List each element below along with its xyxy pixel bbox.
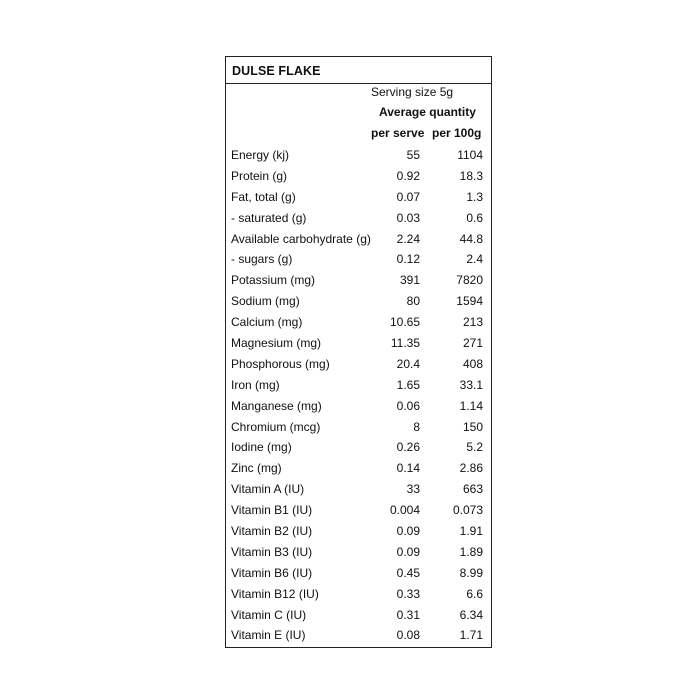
per-serve-value: 2.24 — [396, 231, 420, 246]
per-serve-value: 10.65 — [389, 315, 420, 330]
table-row — [226, 584, 491, 605]
per-serve-value: 0.004 — [389, 503, 420, 518]
per-serve-value: 0.06 — [396, 398, 420, 413]
table-row — [226, 291, 491, 312]
table-row — [226, 249, 491, 270]
table-row — [226, 563, 491, 584]
average-quantity-label: Average quantity — [379, 105, 476, 119]
table-row — [226, 521, 491, 542]
nutrient-name: Energy (kj) — [231, 148, 290, 162]
per-100g-value: 44.8 — [459, 231, 483, 246]
table-row — [226, 145, 491, 166]
nutrition-panel — [225, 56, 492, 648]
per-100g-value: 1104 — [457, 148, 483, 162]
nutrient-name: Vitamin B12 (IU) — [231, 586, 319, 601]
per-100g-value: 1.89 — [459, 544, 483, 559]
per-serve-value: 0.09 — [396, 544, 420, 559]
per-100g-value: 6.6 — [466, 586, 483, 601]
per-serve-value: 8 — [413, 419, 420, 434]
per-100g-value: 1.71 — [459, 628, 483, 643]
table-row — [226, 500, 491, 521]
nutrient-name: Vitamin B2 (IU) — [231, 524, 313, 539]
per-serve-value: 391 — [399, 273, 420, 288]
per-100g-value: 0.073 — [452, 503, 483, 518]
nutrient-name: Vitamin B1 (IU) — [231, 503, 313, 518]
per-serve-header: per serve — [371, 126, 425, 140]
per-serve-value: 0.14 — [396, 461, 420, 476]
nutrient-name: Fat, total (g) — [231, 189, 296, 204]
per-serve-value: 11.35 — [390, 336, 420, 351]
nutrient-name: Manganese (mg) — [231, 398, 322, 413]
per-100g-value: 150 — [462, 419, 483, 434]
table-row — [226, 479, 491, 500]
nutrient-name: Iron (mg) — [231, 377, 280, 392]
per-100g-value: 1.91 — [459, 524, 483, 539]
table-row — [226, 417, 491, 438]
nutrient-name: - sugars (g) — [231, 252, 293, 267]
per-serve-value: 55 — [406, 148, 420, 162]
per-serve-value: 0.31 — [396, 607, 420, 622]
per-100g-value: 1.3 — [466, 189, 483, 204]
per-100g-value: 1.14 — [459, 398, 483, 413]
per-100g-value: 2.86 — [459, 461, 483, 476]
per-serve-value: 0.07 — [396, 189, 420, 204]
nutrient-name: Chromium (mcg) — [231, 419, 321, 434]
table-row — [226, 354, 491, 375]
per-100g-value: 18.3 — [459, 168, 483, 183]
per-serve-value: 0.26 — [396, 440, 420, 455]
per-serve-value: 0.45 — [396, 565, 420, 580]
per-100g-value: 8.99 — [459, 565, 483, 580]
table-row — [226, 166, 491, 187]
nutrient-name: Vitamin E (IU) — [231, 628, 306, 643]
per-100g-value: 213 — [462, 315, 483, 330]
per-serve-value: 0.33 — [396, 586, 420, 601]
nutrient-name: Calcium (mg) — [231, 315, 303, 330]
nutrient-name: Vitamin B6 (IU) — [231, 565, 313, 580]
per-serve-value: 0.12 — [396, 252, 420, 267]
nutrient-name: Magnesium (mg) — [231, 336, 322, 351]
table-row — [226, 605, 491, 626]
per-100g-value: 5.2 — [466, 440, 483, 455]
per-100g-value: 663 — [462, 482, 483, 497]
table-row — [226, 187, 491, 208]
per-100g-value: 408 — [462, 356, 483, 371]
per-serve-value: 33 — [406, 482, 420, 497]
per-serve-value: 0.08 — [396, 628, 420, 643]
product-title: DULSE FLAKE — [232, 64, 321, 78]
per-100g-value: 7820 — [456, 273, 483, 288]
nutrient-name: Vitamin A (IU) — [231, 482, 305, 497]
table-row — [226, 229, 491, 250]
nutrient-name: Vitamin C (IU) — [231, 607, 307, 622]
per-serve-value: 0.03 — [396, 210, 420, 225]
per-100g-value: 6.34 — [459, 607, 483, 622]
nutrient-rows — [226, 145, 491, 646]
nutrient-name: - saturated (g) — [231, 210, 307, 225]
serving-size-label: Serving size 5g — [371, 85, 454, 99]
table-row — [226, 375, 491, 396]
table-row — [226, 270, 491, 291]
table-row — [226, 625, 491, 646]
nutrient-name: Vitamin B3 (IU) — [231, 544, 313, 559]
per-100g-header: per 100g — [432, 126, 482, 140]
nutrient-name: Iodine (mg) — [231, 440, 292, 455]
nutrient-name: Available carbohydrate (g) — [231, 231, 371, 246]
table-row — [226, 396, 491, 417]
per-serve-value: 1.65 — [396, 377, 420, 392]
nutrient-name: Potassium (mg) — [231, 273, 316, 288]
nutrient-name: Zinc (mg) — [231, 461, 282, 476]
per-serve-value: 0.92 — [396, 168, 420, 183]
per-serve-value: 80 — [406, 294, 420, 309]
nutrient-name: Phosphorous (mg) — [231, 356, 330, 371]
table-row — [226, 333, 491, 354]
per-serve-value: 20.4 — [396, 356, 420, 371]
table-row — [226, 458, 491, 479]
per-serve-value: 0.09 — [396, 524, 420, 539]
per-100g-value: 2.4 — [466, 252, 483, 267]
per-100g-value: 33.1 — [459, 377, 483, 392]
table-row — [226, 208, 491, 229]
table-row — [226, 542, 491, 563]
table-row — [226, 312, 491, 333]
header-divider — [226, 83, 491, 84]
table-row — [226, 437, 491, 458]
nutrient-name: Protein (g) — [231, 168, 288, 183]
per-100g-value: 0.6 — [466, 210, 483, 225]
nutrient-name: Sodium (mg) — [231, 294, 300, 309]
per-100g-value: 271 — [462, 336, 483, 351]
per-100g-value: 1594 — [456, 294, 483, 309]
